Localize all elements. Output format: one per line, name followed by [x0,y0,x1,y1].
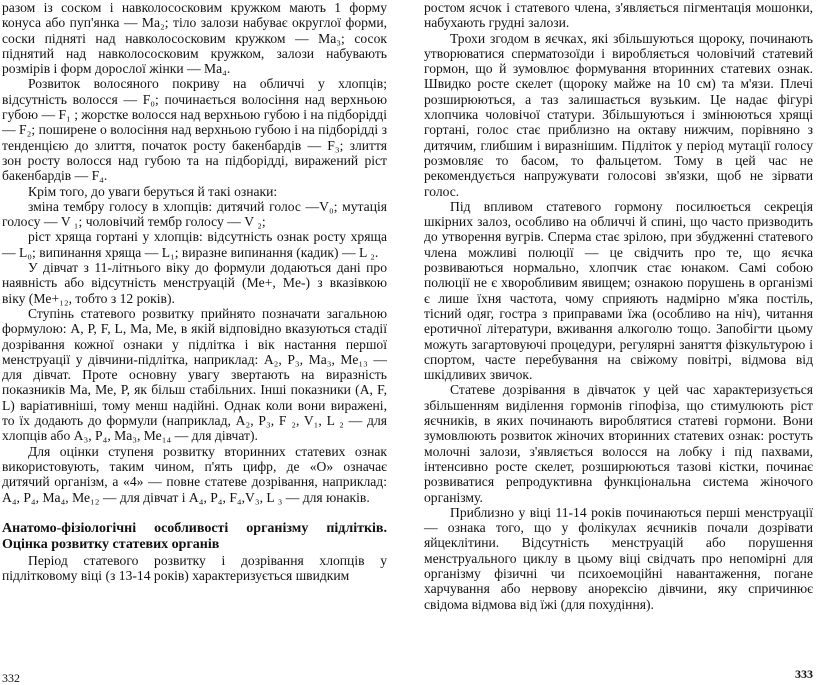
left-paragraph-7: Ступінь статевого розвитку прийнято позначати загальною формулою: А, Р, F, L, Ма, Ме, в якій відповідно вказуються стадії дозрівання кожної ознаки у підлітка і вік настання першої менструації у дівчини-підлітка, наприклад: А₂, Р₃, Ма₃, Ме₁₃ — для дівчат. Проте основну увагу звертають на виразність показників Ма, Ме, Р, як більш стабільних. Інші показники (A, F, L) варіативніші, тому менш надійні. Однак коли вони виражені, то їх додають до формули (наприклад, А₂, Р₃, F ₂, V₁, L ₂ — для хлопців або А₃, Р₄, Ма₃, Ме₁₄ — для дівчат). [2,305,387,444]
left-paragraph-8: Для оцінки ступеня розвитку вторинних статевих ознак використовують, таким чином, п'ять цифр, де «О» означає дитячий організм, а «4» — повне статеве дозрівання, наприклад: А₄, Р₄, Ма₄, Ме₁₂ — для дівчат і А₄, Р₄, F₄,V₃, L ₃ — для юнаків. [2,443,387,505]
right-paragraph-3: Під впливом статевого гормону посилюється секреція шкірних залоз, особливо на обличчі й спині, що часто призводить до утворення вугрів. Сперма стає зрілою, при збудженні статевого члена можливі полюції — це свідчить про те, що яєчка розвиваються нормально, хлопчик стає юнаком. Самі собою полюції не є хворобливим явищем; ознакою порушень в організмі є лише їхня частота, чому сприяють надмірно м'яка постіль, тісний одяг, гостра з приправами їжа (особливо на ніч), читання еротичної літератури, вживання алкоголю тощо. Запобігти цьому можуть загартовуючі процедури, регулярні заняття фізкультурою і спортом, часте перебування на свіжому повітрі, відмова від шкідливих звичок. [424,198,813,383]
left-paragraph-5: ріст хряща гортані у хлопців: відсутність ознак росту хряща — L₀; випинання хряща — L₁; виразне випинання (кадик) — L ₂. [2,229,387,260]
right-paragraph-4: Статеве дозрівання в дівчаток у цей час характеризується збільшенням виділення гормонів гіпофіза, що стимулюють ріст яєчників, в яких починають вироблятися статеві гормони. Вони зумовлюють розвиток жіночих вторинних статевих ознак: ростуть молочні залози, з'являється волосся на лобку і під пахвами, інтенсивно росте скелет, розширюються тазові кістки, починає розвиватися репродуктивна функціональна система жіночого організму. [424,382,813,505]
left-paragraph-9: Період статевого розвитку і дозрівання хлопців у підлітковому віці (з 13-14 років) характеризується швидким [2,552,387,584]
section-heading: Анатомо-фізіологічні особливості організму підлітків. Оцінка розвитку статевих органів [2,520,387,552]
right-column [424,0,813,612]
page-number-right: 333 [795,667,813,681]
left-paragraph-4: зміна тембру голосу в хлопців: дитячий голос —V₀; мутація голосу — V ₁; чоловічий тембр голосу — V ₂; [2,198,387,230]
left-paragraph-3: Крім того, до уваги беруться й такі ознаки: [28,183,278,199]
right-paragraph-1: ростом ясчок і статевого члена, з'являється пігментація мошонки, набухають грудні залози. [424,0,813,31]
right-paragraph-5: Приблизно у віці 11-14 років починаються перші менструації — ознака того, що у фолікулах яєчників почали дозрівати яйцеклітини. Відсутність менструацій або порушення менструального циклу в цьому віці свідчать про непомірні для організму фізичні чи психоемоційні навантаження, погане харчування або нервову анорексію дівчини, яку спричинює свідома відмова від їжі (для похудіння). [424,504,813,612]
left-paragraph-1: разом із соском і навколососковим кружком мають 1 форму конуса або пуп'янка — Ма₂; тіло залози набуває округлої форми, соски підняті над навколососковим кружком — Ма₃; сосок піднятий над навколососковим кружком, залози набувають розмірів і форм дорослої жінки — Ма₄. [2,0,387,77]
left-paragraph-6: У дівчат з 11-літнього віку до формули додаються дані про наявність або відсутність менструацій (Me+, Me-) з вказівкою віку (Me+₁₂, тобто з 12 років). [2,260,387,306]
left-column [2,0,387,583]
page-number-left: 332 [2,671,20,685]
right-paragraph-2: Трохи згодом в яєчках, які збільшуються щороку, починають утворюватися сперматозоїди і виробляється чоловічий статевий гормон, що й зумовлює формування вторинних статевих ознак. Швидко росте скелет (щороку майже на 10 см) та м'язи. Плечі розширюються, а таз залишається вузьким. Це надає фігурі хлопчика чоловічої статури. Збільшуються і змінюються хрящі гортані, голос стає приблизно на октаву нижчим, порівняно з дитячим, глибшим і виразнішим. Підліток у період мутації голосу розмовляє то басом, то фальцетом. Тому в цей час не рекомендується напружувати голосові зв'язки, щоб не зірвати голос. [424,30,813,199]
left-paragraph-2: Розвиток волосяного покриву на обличчі у хлопців; відсутність волосся — F₀; починається волосіння над верхньою губою — F₁ ; жорстке волосся над верхньою губою і на підборідді — F₂; поширене о волосіння над верхньою губою і на підборідді з тенденцією до злиття, початок росту бакенбардів — F₃; злиття зон росту волосся над губою та на підборідді, виражений ріст бакенбардів — F₄. [2,76,387,184]
